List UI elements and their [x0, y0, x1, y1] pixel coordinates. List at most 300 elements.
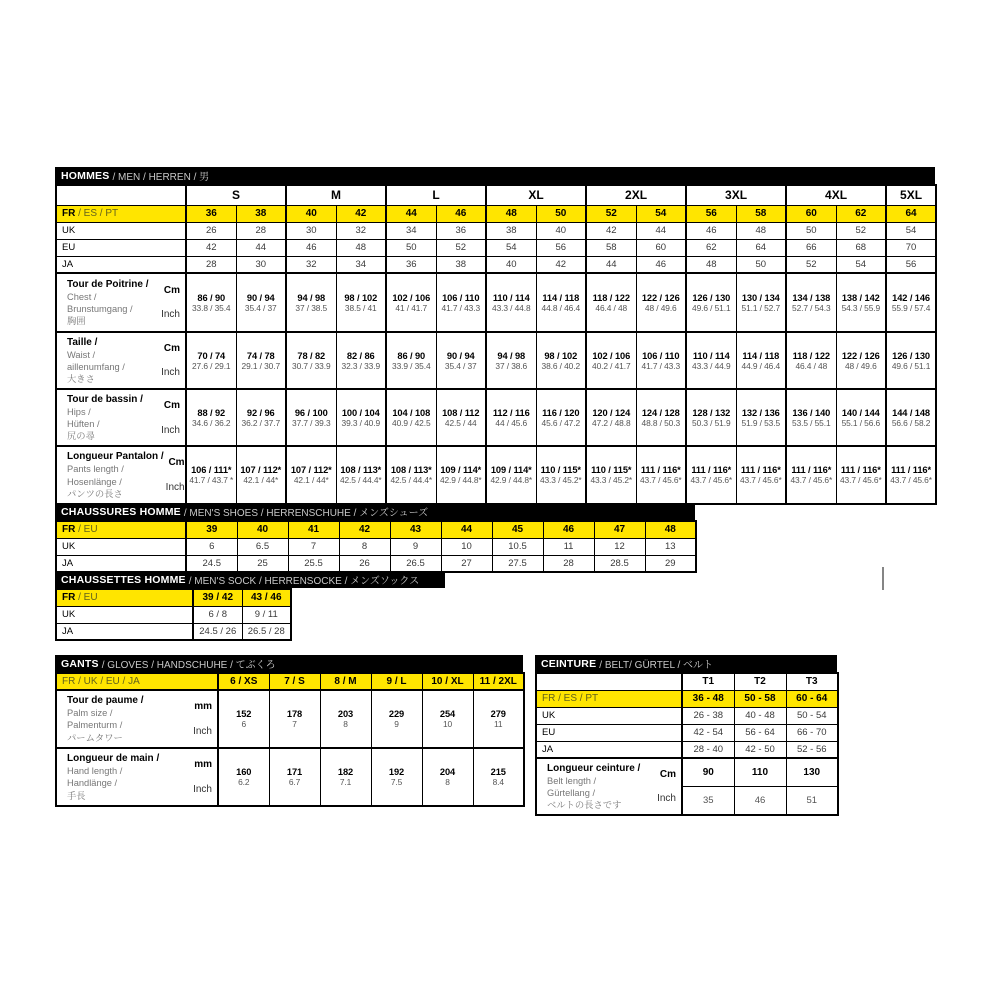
measure-units [191, 694, 212, 743]
measure-value-stack [637, 293, 686, 313]
size-row-label-main: FR [62, 524, 76, 536]
size-group-row [536, 673, 838, 690]
conversion-row [536, 724, 838, 741]
size-cell: 44 [386, 205, 436, 222]
measure-value-bottom: 48 / 49.6 [844, 360, 877, 371]
measure-value-cell [586, 389, 636, 446]
measure-value-top: 100 / 104 [341, 407, 380, 418]
value-cell: 6.5 [237, 538, 288, 555]
measure-value-top: 136 / 140 [792, 407, 831, 418]
measure-value-cell [218, 748, 269, 806]
measure-value-cell [536, 332, 586, 389]
measure-value-cell [422, 690, 473, 748]
empty-corner-cell [56, 185, 186, 205]
value-cell: 52 [786, 256, 836, 273]
measure-value-top: 122 / 126 [641, 292, 680, 303]
shoes-grid [55, 520, 697, 573]
measure-value-bottom: 34.6 / 36.2 [192, 417, 231, 428]
measure-row [56, 446, 936, 503]
measure-value-cell [536, 273, 586, 332]
value-cell: 68 [836, 239, 886, 256]
unit-top-label: Cm [163, 342, 180, 354]
size-row-label [56, 205, 186, 222]
belt-title-translations: / BELT/ GÜRTEL / ベルト [599, 660, 714, 671]
measure-value-bottom: 41.7 / 43.3 [641, 360, 681, 371]
measure-label-lines [67, 278, 148, 327]
measure-value-bottom: 40.9 / 42.5 [392, 417, 431, 428]
gloves-grid [55, 672, 525, 807]
measure-value-top: 111 / 116* [791, 465, 832, 476]
value-cell: 42 [536, 256, 586, 273]
conversion-row [536, 707, 838, 724]
measure-label-main: Tour de paume / [67, 695, 144, 707]
value-cell: 24.5 [186, 555, 237, 572]
measure-value-bottom: 10 [442, 719, 453, 729]
belt-table [535, 655, 839, 816]
shoes-title-bar [55, 503, 695, 520]
measure-label-translation: Palmenturm / [67, 720, 123, 731]
measure-value-cell [686, 389, 736, 446]
socks-grid [55, 588, 292, 641]
value-cell: 32 [336, 222, 386, 239]
measure-value-cell [422, 748, 473, 806]
measure-value-cell [586, 332, 636, 389]
measure-value-stack [787, 351, 836, 371]
measure-value-bottom: 45.6 / 47.2 [541, 417, 580, 428]
conversion-row [56, 256, 936, 273]
size-row-label [536, 690, 682, 707]
value-cell: 56 - 64 [734, 724, 786, 741]
measure-value-top: 122 / 126 [841, 350, 880, 361]
measure-value-bottom: 6 [241, 719, 247, 729]
measure-label-translation: Waist / [67, 350, 96, 360]
measure-value-cell [636, 446, 686, 503]
size-cell: 40 [286, 205, 336, 222]
measure-value-top: 98 / 102 [544, 350, 578, 361]
conversion-row-label: JA [56, 256, 186, 273]
measure-label-main: Longueur de main / [67, 753, 160, 765]
measure-label-translation: Hüften / [67, 419, 100, 430]
size-row [56, 673, 524, 690]
unit-bottom-label: Inch [193, 783, 212, 795]
size-cell: 48 [645, 521, 696, 538]
gloves-title: GANTS [61, 657, 99, 670]
measure-value-bottom: 42.9 / 44.8* [490, 475, 533, 486]
measure-label-cell [56, 748, 218, 806]
measure-value-top: 142 / 146 [892, 292, 930, 303]
measure-value-top: 279 [490, 709, 506, 719]
measure-value-cell [786, 446, 836, 503]
gloves-title-bar [55, 655, 523, 672]
measure-label-cell [56, 446, 186, 503]
conversion-row-label: UK [56, 222, 186, 239]
measure-value-top: 98 / 102 [344, 292, 378, 303]
measure-value-stack [887, 465, 935, 485]
measure-value-bottom: 44 / 45.6 [495, 417, 528, 428]
size-cell: 52 [586, 205, 636, 222]
measure-value-stack [437, 293, 486, 313]
measure-value-cell [371, 690, 422, 748]
measure-value-stack [270, 767, 320, 787]
measure-label-cell [56, 273, 186, 332]
size-group-header: M [286, 185, 386, 205]
gloves-table [55, 655, 525, 807]
measure-value-cell [836, 389, 886, 446]
size-row-label [56, 673, 218, 690]
measure-value-stack [637, 408, 686, 428]
measure-value-stack [837, 408, 886, 428]
measure-value-cell [486, 273, 536, 332]
value-cell: 46 [286, 239, 336, 256]
measure-value-bottom: 55.1 / 56.6 [841, 417, 881, 428]
measure-label-translation: Handlänge / [67, 778, 118, 789]
value-cell: 34 [336, 256, 386, 273]
measure-value-cell [486, 389, 536, 446]
value-cell: 32 [286, 256, 336, 273]
measure-value-top: 102 / 106 [392, 292, 431, 303]
size-cell: 10 / XL [422, 673, 473, 690]
value-cell: 54 [836, 256, 886, 273]
measure-label-lines [67, 694, 144, 743]
measure-value-bottom: 44.9 / 46.4 [741, 360, 781, 371]
measure-value-stack [219, 767, 269, 787]
measure-value-top: 120 / 124 [592, 407, 631, 418]
measure-value-cell [473, 748, 524, 806]
measure-label [62, 691, 217, 746]
measure-value-cell [886, 273, 936, 332]
measure-label-cell [56, 332, 186, 389]
measure-value-cell [886, 446, 936, 503]
value-cell: 50 [736, 256, 786, 273]
value-cell: 56 [536, 239, 586, 256]
measure-value-top: 92 / 96 [246, 407, 275, 418]
measure-value-stack [537, 351, 586, 371]
conversion-row-label: UK [536, 707, 682, 724]
measure-value-top: 109 / 114* [490, 465, 532, 476]
measure-label-translation: Belt length / [547, 776, 597, 786]
gloves-title-translations: / GLOVES / HANDSCHUHE / てぶくろ [101, 660, 276, 671]
size-row-label-main: FR [62, 208, 76, 219]
measure-value-cell [320, 690, 371, 748]
measure-value-top: 107 / 112* [240, 465, 282, 476]
value-cell: 25.5 [288, 555, 339, 572]
measure-value-cell [736, 389, 786, 446]
size-group-header: XL [486, 185, 586, 205]
size-cell: 47 [594, 521, 645, 538]
measure-value-top: 108 / 113* [390, 465, 432, 476]
size-row-label [56, 521, 186, 538]
value-cell: 44 [586, 256, 636, 273]
measure-value-bottom: 56.6 / 58.2 [891, 417, 931, 428]
value-cell: 7 [288, 538, 339, 555]
measure-value-stack [487, 408, 536, 428]
measure-value-stack [887, 408, 935, 428]
measure-value-bottom: 51.9 / 53.5 [741, 417, 781, 428]
measure-label-translation: Pants length / [67, 464, 124, 475]
measure-value-stack [187, 351, 236, 371]
measure-value-top: 108 / 112 [442, 407, 480, 418]
measure-value-bottom: 29.1 / 30.7 [241, 360, 280, 371]
measure-value-cell [286, 273, 336, 332]
measure-value-cell [236, 273, 286, 332]
size-cell: 46 [436, 205, 486, 222]
value-cell: 64 [736, 239, 786, 256]
unit-bottom-label: Inch [161, 309, 180, 321]
size-cell: 42 [339, 521, 390, 538]
measure-value-stack [219, 709, 269, 729]
measure-value-cell [486, 332, 536, 389]
measure-label-main: Longueur ceinture / [547, 763, 641, 774]
size-cell: 8 / M [320, 673, 371, 690]
measure-label-lines [547, 762, 640, 811]
measure-value-bottom: 55.9 / 57.4 [891, 302, 931, 313]
measure-label-translation: Chest / [67, 291, 97, 302]
measure-value-stack [587, 293, 636, 313]
measure-value-top: 94 / 98 [297, 292, 326, 303]
measure-value-top: 130 [786, 758, 838, 787]
measure-label [62, 390, 185, 445]
measure-label [62, 447, 185, 502]
measure-value-stack [337, 408, 386, 428]
size-cell: 39 [186, 521, 237, 538]
conversion-row-label: JA [56, 623, 193, 640]
measure-value-top: 106 / 110 [642, 350, 680, 361]
value-cell: 42 [186, 239, 236, 256]
measure-value-bottom: 53.5 / 55.1 [792, 417, 831, 428]
unit-top-label: Cm [163, 400, 180, 412]
measure-value-stack [237, 408, 286, 428]
measure-value-stack [587, 465, 636, 485]
belt-title: CEINTURE [541, 657, 597, 670]
value-cell: 24.5 / 26 [193, 623, 242, 640]
measure-value-bottom: 49.6 / 51.1 [891, 360, 931, 371]
value-cell: 60 [636, 239, 686, 256]
size-cell: 48 [486, 205, 536, 222]
value-cell: 50 [786, 222, 836, 239]
measure-value-cell [736, 273, 786, 332]
measure-value-bottom: 37.7 / 39.3 [292, 417, 331, 428]
measure-value-stack [437, 351, 486, 371]
measure-value-cell [786, 332, 836, 389]
size-group-header: T1 [682, 673, 734, 690]
measure-value-stack [321, 709, 371, 729]
measure-units [159, 393, 180, 442]
size-row-label-rest: / ES / PT [75, 208, 119, 219]
measure-value-cell [786, 389, 836, 446]
measure-value-stack [837, 351, 886, 371]
value-cell: 10.5 [492, 538, 543, 555]
measure-value-bottom: 48 / 49.6 [644, 302, 677, 313]
value-cell: 52 [436, 239, 486, 256]
value-cell: 48 [686, 256, 736, 273]
measure-value-stack [387, 351, 436, 371]
measure-value-top: 106 / 110 [442, 292, 480, 303]
belt-title-bar [535, 655, 837, 672]
measure-value-bottom: 8 [343, 719, 348, 729]
size-cell: 41 [288, 521, 339, 538]
measure-value-bottom: 43.7 / 45.6* [790, 475, 833, 486]
measure-value-stack [187, 293, 236, 313]
conversion-row [536, 741, 838, 758]
measure-value-stack [787, 465, 836, 485]
measure-value-top: 178 [286, 709, 303, 719]
measure-value-stack [437, 408, 486, 428]
measure-value-stack [737, 408, 786, 428]
measure-value-top: 118 / 122 [592, 292, 630, 303]
size-group-header: 4XL [786, 185, 886, 205]
value-cell: 29 [645, 555, 696, 572]
measure-value-bottom: 49.6 / 51.1 [692, 302, 731, 313]
measure-value-stack [637, 465, 686, 485]
measure-label-lines [67, 450, 164, 499]
conversion-row-label: EU [536, 724, 682, 741]
size-row [56, 521, 696, 538]
measure-value-top: 110 / 115* [540, 465, 581, 476]
value-cell: 44 [636, 222, 686, 239]
measure-value-stack [737, 293, 786, 313]
measure-value-top: 126 / 130 [692, 292, 731, 303]
shoes-table [55, 503, 697, 573]
measure-value-cell [286, 332, 336, 389]
measure-value-stack [437, 465, 486, 485]
unit-top-label: Cm [163, 284, 180, 296]
measure-value-cell [836, 273, 886, 332]
value-cell: 42 - 50 [734, 741, 786, 758]
measure-value-bottom: 54.3 / 55.9 [841, 302, 881, 313]
value-cell: 42 - 54 [682, 724, 734, 741]
measure-value-stack [887, 293, 935, 313]
measure-value-bottom: 42.9 / 44.8* [439, 475, 482, 486]
size-row [536, 690, 838, 707]
measure-value-cell [236, 389, 286, 446]
measure-value-top: 108 / 113* [340, 465, 382, 476]
socks-title-translations: / MEN'S SOCK / HERRENSOCKE / メンズソックス [188, 576, 420, 587]
measure-value-cell [536, 446, 586, 503]
measure-value-bottom: 11 [494, 719, 503, 729]
measure-value-cell [269, 690, 320, 748]
measure-label-lines [67, 393, 143, 442]
value-cell: 28 [186, 256, 236, 273]
measure-label-translation: Hand length / [67, 766, 123, 777]
measure-value-top: 160 [236, 767, 252, 777]
measure-value-stack [837, 293, 886, 313]
measure-value-cell [286, 446, 336, 503]
measure-value-stack [287, 465, 336, 485]
measure-value-cell [436, 389, 486, 446]
unit-top-label: mm [194, 701, 212, 713]
measure-value-bottom: 43.7 / 45.6* [639, 475, 682, 486]
size-cell: 62 [836, 205, 886, 222]
measure-value-cell [636, 273, 686, 332]
size-cell: 54 [636, 205, 686, 222]
unit-bottom-label: Inch [657, 793, 676, 805]
measure-value-bottom: 38.6 / 40.2 [541, 360, 580, 371]
measure-value-stack [423, 767, 473, 787]
measure-value-stack [537, 293, 586, 313]
measure-value-stack [587, 351, 636, 371]
measure-label-main: Taille / [67, 337, 98, 348]
measure-label-translation: ベルトの長さです [547, 800, 622, 811]
conversion-row-label: UK [56, 538, 186, 555]
size-cell: 39 / 42 [193, 589, 242, 606]
measure-value-bottom: 43.7 / 45.6* [690, 475, 733, 486]
hommes-table [55, 167, 937, 505]
measure-value-cell [586, 273, 636, 332]
measure-value-top: 254 [439, 709, 456, 719]
measure-value-stack [287, 293, 336, 313]
measure-value-bottom: 41.7 / 43.3 [441, 302, 480, 313]
measure-label-lines [67, 336, 125, 385]
measure-value-top: 86 / 90 [397, 350, 426, 361]
value-cell: 52 [836, 222, 886, 239]
measure-row [56, 748, 524, 806]
measure-value-cell [336, 332, 386, 389]
measure-value-bottom: 8.4 [492, 777, 504, 787]
value-cell: 34 [386, 222, 436, 239]
measure-value-top: 90 / 94 [246, 292, 275, 303]
measure-value-stack [237, 465, 286, 485]
size-cell: 9 / L [371, 673, 422, 690]
measure-value-stack [537, 465, 586, 485]
measure-value-bottom: 43.7 / 45.6* [890, 475, 932, 486]
measure-value-top: 182 [337, 767, 354, 777]
measure-value-stack [187, 408, 236, 428]
measure-label-translation: Brunstumgang / [67, 303, 133, 314]
measure-label [62, 333, 185, 388]
size-row [56, 589, 291, 606]
measure-label-translation: Palm size / [67, 708, 113, 719]
measure-value-stack [687, 465, 736, 485]
measure-value-cell [586, 446, 636, 503]
measure-value-stack [837, 465, 886, 485]
measure-value-cell [386, 273, 436, 332]
measure-value-top: 111 / 116* [740, 465, 781, 476]
measure-value-stack [372, 767, 422, 787]
size-cell: 43 / 46 [242, 589, 291, 606]
conversion-row-label: EU [56, 239, 186, 256]
measure-value-cell [486, 446, 536, 503]
conversion-row [56, 623, 291, 640]
measure-value-top: 102 / 106 [592, 350, 631, 361]
measure-value-bottom: 7 [292, 719, 297, 729]
measure-value-top: 116 / 120 [542, 407, 580, 418]
measure-value-bottom: 43.7 / 45.6* [839, 475, 882, 486]
measure-value-top: 109 / 114* [440, 465, 482, 476]
measure-units [191, 752, 212, 801]
measure-value-top: 110 / 115* [591, 465, 632, 476]
measure-label-main: Tour de bassin / [67, 394, 143, 406]
measure-value-stack [237, 351, 286, 371]
measure-value-cell [320, 748, 371, 806]
value-cell: 44 [236, 239, 286, 256]
measure-value-top: 203 [337, 709, 354, 719]
measure-value-bottom: 51 [786, 787, 838, 816]
measure-value-stack [337, 293, 386, 313]
measure-value-cell [636, 389, 686, 446]
measure-value-cell [736, 332, 786, 389]
measure-value-bottom: 42.1 / 44* [293, 475, 329, 486]
size-group-header: 3XL [686, 185, 786, 205]
size-row-label [56, 589, 193, 606]
size-cell: 11 / 2XL [473, 673, 524, 690]
measure-value-top: 104 / 108 [392, 407, 431, 418]
stray-divider-line [882, 567, 884, 590]
measure-value-cell [336, 446, 386, 503]
measure-value-cell [436, 332, 486, 389]
size-cell: 56 [686, 205, 736, 222]
size-group-header: S [186, 185, 286, 205]
measure-row-top [536, 758, 838, 787]
